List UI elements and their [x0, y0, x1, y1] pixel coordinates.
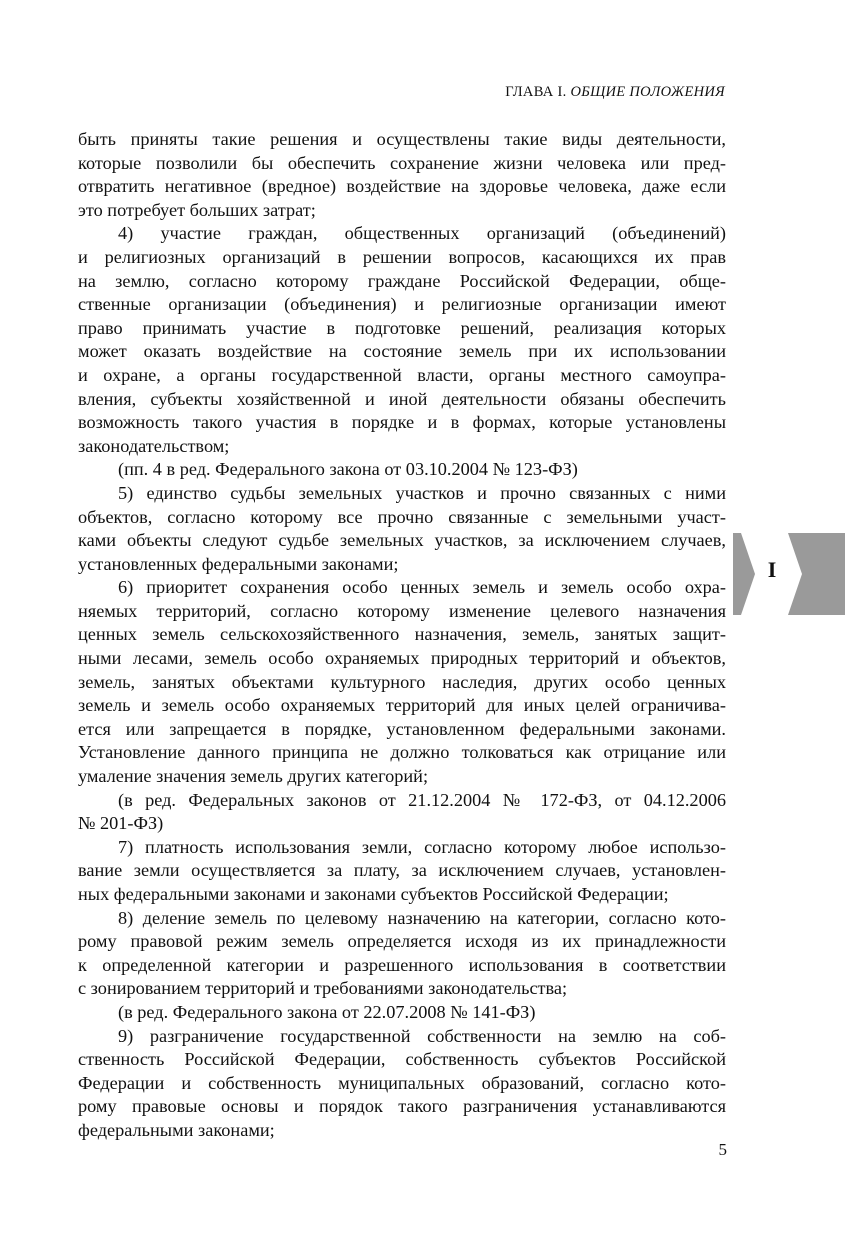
- paragraph: [78, 128, 726, 222]
- paragraph: [78, 789, 726, 836]
- text-line: с зонированием территорий и требованиями законодательства;: [78, 978, 568, 999]
- text-line: (пп. 4 в ред. Федерального закона от 03.10.2004 № 123-ФЗ): [118, 459, 578, 480]
- text-line: ется или запрещается в порядке, установленном федеральными законами.: [78, 718, 726, 739]
- body-text: [78, 128, 726, 1143]
- text-line: к определенной категории и разрешенного использования в соответствии: [78, 954, 726, 975]
- text-line: может оказать воздействие на состояние земель при их использовании: [78, 341, 726, 362]
- side-tab-left-piece: [733, 533, 755, 615]
- text-line: земель, занятых объектами культурного наследия, других особо ценных: [78, 671, 726, 692]
- text-line: № 201-ФЗ): [78, 813, 164, 834]
- paragraph: [78, 576, 726, 788]
- paragraph: [78, 1001, 726, 1025]
- text-line: которые позволили бы обеспечить сохранение жизни человека или пред-: [78, 152, 726, 173]
- side-tab-label: I: [767, 557, 777, 582]
- text-line: рому правовой режим земель определяется исходя из их принадлежности: [78, 931, 726, 952]
- chapter-prefix: ГЛАВА I.: [505, 84, 567, 100]
- text-line: и религиозных организаций в решении вопросов, касающихся их прав: [78, 246, 726, 267]
- text-line: 8) деление земель по целевому назначению на категории, согласно кото-: [118, 907, 726, 928]
- text-line: умаление значения земель других категорий;: [78, 766, 429, 787]
- text-line: установленных федеральными законами;: [78, 553, 399, 574]
- text-line: ными лесами, земель особо охраняемых природных территорий и объектов,: [78, 648, 726, 669]
- text-line: ных федеральными законами и законами субъектов Российской Федерации;: [78, 884, 669, 904]
- text-line: 7) платность использования земли, согласно которому любое использо-: [118, 836, 726, 857]
- text-line: 5) единство судьбы земельных участков и прочно связанных с ними: [118, 482, 726, 503]
- text-line: рому правовые основы и порядок такого разграничения устанавливаются: [78, 1096, 726, 1117]
- paragraph: [78, 458, 726, 482]
- text-line: Федерации и собственность муниципальных образований, согласно кото-: [78, 1072, 726, 1093]
- paragraph: [78, 1025, 726, 1143]
- side-tab-right-piece: [788, 533, 845, 615]
- text-line: это потребует больших затрат;: [78, 199, 316, 220]
- side-tab-shape: [733, 533, 845, 615]
- text-line: вание земли осуществляется за плату, за исключением случаев, установлен-: [78, 860, 726, 881]
- paragraph: [78, 482, 726, 576]
- text-line: 9) разграничение государственной собственности на землю на соб-: [118, 1025, 726, 1046]
- page-number: 5: [718, 1140, 727, 1159]
- text-line: Установление данного принципа не должно толковаться как отрицание или: [78, 742, 726, 763]
- text-line: 6) приоритет сохранения особо ценных земель и земель особо охра-: [118, 577, 726, 598]
- text-line: и охране, а органы государственной власти, органы местного самоупра-: [78, 364, 726, 385]
- text-line: быть приняты такие решения и осуществлены такие виды деятельности,: [78, 129, 726, 149]
- text-line: вления, субъекты хозяйственной и иной деятельности обязаны обеспечить: [78, 388, 726, 409]
- text-line: объектов, согласно которому все прочно связанные с земельными участ-: [78, 506, 726, 527]
- text-line: земель и земель особо охраняемых территорий для иных целей ограничива-: [78, 695, 726, 716]
- running-header: [505, 84, 725, 101]
- text-line: ственность Российской Федерации, собственность субъектов Российской: [78, 1049, 726, 1070]
- text-line: ственные организации (объединения) и религиозные организации имеют: [78, 294, 726, 315]
- text-line: (в ред. Федерального закона от 22.07.2008 № 141-ФЗ): [118, 1001, 536, 1022]
- text-line: отвратить негативное (вредное) воздействие на здоровье человека, даже если: [78, 176, 726, 197]
- text-line: на землю, согласно которому граждане Российской Федерации, обще-: [78, 270, 726, 291]
- chapter-side-tab: [733, 533, 845, 615]
- text-line: федеральными законами;: [78, 1119, 275, 1140]
- text-line: няемых территорий, согласно которому изменение целевого назначения: [78, 600, 726, 621]
- paragraph: [78, 222, 726, 458]
- text-line: ками объекты следуют судьбе земельных участков, за исключением случаев,: [78, 530, 726, 551]
- text-line: (в ред. Федеральных законов от 21.12.2004 № 172-ФЗ, от 04.12.2006: [118, 789, 726, 810]
- text-line: 4) участие граждан, общественных организаций (объединений): [118, 223, 726, 244]
- text-line: право принимать участие в подготовке решений, реализация которых: [78, 317, 726, 338]
- text-line: возможность такого участия в порядке и в формах, которые установлены: [78, 412, 726, 433]
- paragraph: [78, 836, 726, 907]
- text-line: законодательством;: [78, 435, 230, 456]
- chapter-title: ОБЩИЕ ПОЛОЖЕНИЯ: [570, 84, 725, 100]
- paragraph: [78, 907, 726, 1001]
- text-line: ценных земель сельскохозяйственного назначения, земель, занятых защит-: [78, 624, 726, 645]
